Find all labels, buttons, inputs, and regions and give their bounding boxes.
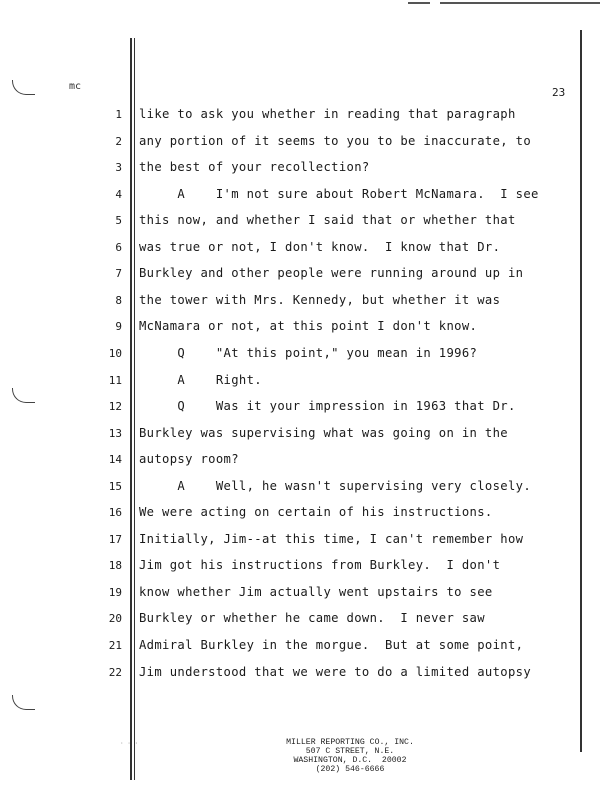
- transcript-line: autopsy room?: [139, 452, 239, 467]
- transcript-line: like to ask you whether in reading that paragraph: [139, 107, 516, 121]
- transcript-line: Jim understood that we were to do a limited autopsy: [139, 664, 532, 679]
- court-reporter-footer: [230, 738, 470, 774]
- scan-mark: [408, 2, 430, 4]
- transcript-line: McNamara or not, at this point I don't know.: [139, 319, 478, 334]
- transcript-line: was true or not, I don't know. I know that Dr.: [139, 239, 501, 254]
- hole-punch-mark: [12, 695, 35, 710]
- transcript-line: Jim got his instructions from Burkley. I don't: [139, 558, 501, 573]
- line-number: 4: [115, 187, 122, 201]
- scan-specks: · · ·: [120, 740, 139, 747]
- transcript-line: A Right.: [139, 372, 262, 387]
- reporter-company: MILLER REPORTING CO., INC.: [286, 738, 414, 747]
- line-number: 12: [108, 400, 122, 414]
- line-number: 3: [115, 161, 122, 175]
- hole-punch-mark: [12, 80, 35, 95]
- line-number: 1: [115, 108, 122, 121]
- line-number: 18: [108, 559, 122, 573]
- scan-mark: [440, 2, 600, 4]
- left-margin-rule: [130, 38, 132, 780]
- transcript-line: Burkley and other people were running around up in: [139, 266, 524, 281]
- hole-punch-mark: [12, 388, 35, 403]
- line-number: 8: [115, 293, 122, 307]
- line-number: 6: [115, 240, 122, 254]
- transcript-line: know whether Jim actually went upstairs to see: [139, 584, 493, 599]
- transcript-line: Burkley was supervising what was going on in the: [139, 425, 508, 440]
- right-margin-rule: [580, 30, 582, 752]
- line-number: 17: [108, 532, 122, 546]
- transcript-line: Initially, Jim--at this time, I can't remember how: [139, 531, 524, 546]
- line-number: 11: [108, 373, 122, 387]
- line-number: 19: [108, 585, 122, 599]
- reporter-phone: (202) 546-6666: [315, 765, 385, 774]
- transcript-line: Q "At this point," you mean in 1996?: [139, 345, 478, 360]
- transcript-line: Admiral Burkley in the morgue. But at some point,: [139, 638, 524, 652]
- transcript-line: the tower with Mrs. Kennedy, but whether it was: [139, 292, 501, 307]
- transcript-line: A Well, he wasn't supervising very closely.: [139, 478, 532, 493]
- transcript-line: A I'm not sure about Robert McNamara. I see: [139, 186, 539, 201]
- line-number: 20: [108, 612, 122, 626]
- line-number: 13: [108, 426, 122, 440]
- left-margin-rule: [134, 38, 135, 780]
- transcript-line: any portion of it seems to you to be inaccurate, to: [139, 133, 532, 148]
- line-number: 5: [115, 214, 122, 228]
- transcript-line: We were acting on certain of his instructions.: [139, 505, 493, 520]
- transcript-line: the best of your recollection?: [139, 160, 370, 175]
- transcript-line: Q Was it your impression in 1963 that Dr.: [139, 399, 516, 414]
- line-number: 21: [108, 639, 122, 652]
- reporter-street: 507 C STREET, N.E.: [305, 747, 395, 756]
- line-number: 9: [115, 320, 122, 334]
- line-number: 2: [115, 134, 122, 148]
- line-number: 16: [108, 506, 122, 520]
- line-number: 7: [115, 267, 122, 281]
- line-number: 14: [108, 453, 122, 467]
- line-number: 10: [108, 346, 122, 360]
- reporter-city: WASHINGTON, D.C. 20002: [293, 756, 407, 765]
- line-number: 15: [108, 479, 122, 493]
- transcript-line: Burkley or whether he came down. I never saw: [139, 611, 485, 626]
- line-number: 22: [108, 665, 122, 679]
- page-number: 23: [552, 86, 566, 99]
- transcript-line: this now, and whether I said that or whether that: [139, 213, 516, 228]
- reporter-initials: mc: [69, 81, 82, 92]
